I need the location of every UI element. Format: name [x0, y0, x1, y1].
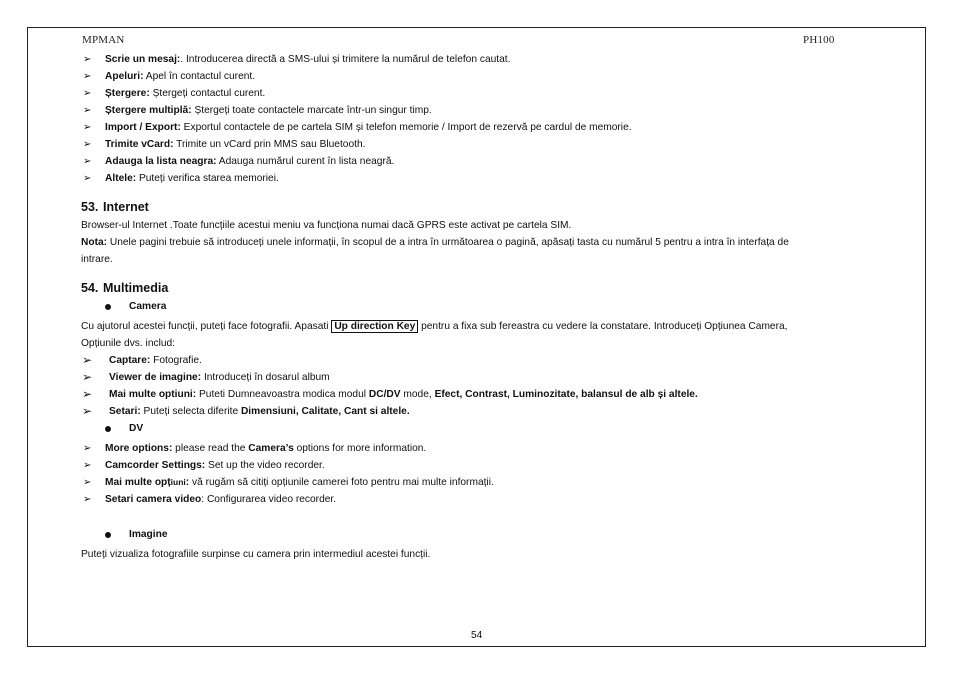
arrow-bullet-icon: ➢	[83, 173, 92, 184]
arrow-bullet-icon: ➢	[82, 353, 93, 367]
arrow-bullet-icon: ➢	[82, 387, 93, 401]
document-body	[81, 51, 881, 563]
list-item: ➢ Trimite vCard: Trimite un vCard prin MMS sau Bluetooth.	[81, 136, 881, 153]
camera-intro-continued: Opțiunile dvs. includ:	[81, 338, 176, 349]
section-heading-internet: 53. Internet	[81, 200, 149, 214]
page-number: 54	[471, 630, 483, 641]
arrow-bullet-icon: ➢	[83, 460, 92, 471]
list-item: ➢ Camcorder Settings: Set up the video recorder.	[81, 457, 881, 474]
arrow-bullet-icon: ➢	[83, 494, 92, 505]
list-item: ➢ Ștergere: Ștergeți contactul curent.	[81, 85, 881, 102]
list-item: ➢ Mai multe optiuni: Puteti Dumneavoastra modica modul DC/DV mode, Efect, Contrast, Luminozitate, balansul de alb și altele.	[82, 387, 698, 401]
arrow-bullet-icon: ➢	[82, 404, 93, 418]
arrow-bullet-icon: ➢	[83, 156, 92, 167]
internet-paragraph: Browser-ul Internet .Toate funcțiile acestui meniu va funcționa numai dacă GPRS este activat pe cartela SIM.	[81, 220, 572, 231]
arrow-bullet-icon: ➢	[83, 105, 92, 116]
subsection-dv: DV	[81, 420, 881, 437]
arrow-bullet-icon: ➢	[83, 88, 92, 99]
subsection-camera: Camera	[81, 298, 881, 315]
list-item: ➢ Ștergere multiplă: Ștergeți toate contactele marcate într-un singur timp.	[81, 102, 881, 119]
internet-note: Nota: Unele pagini trebuie să introduceți unele informații, în scopul de a intra în următoarea o pagină, apăsați tasta cu numărul 5 pentru a intra în interfața de	[81, 237, 789, 248]
arrow-bullet-icon: ➢	[83, 139, 92, 150]
list-item: ➢ Captare: Fotografie.	[82, 353, 202, 367]
round-bullet-icon	[105, 532, 111, 538]
list-item: ➢ More options: please read the Camera’s options for more information.	[81, 440, 881, 457]
list-item: ➢ Viewer de imagine: Introduceți în dosarul album	[82, 370, 330, 384]
round-bullet-icon	[105, 304, 111, 310]
arrow-bullet-icon: ➢	[83, 443, 92, 454]
arrow-bullet-icon: ➢	[82, 370, 93, 384]
list-item: ➢ Mai multe opțiuni: vă rugăm să citiți opțiunile camerei foto pentru mai multe informații.	[81, 474, 881, 491]
arrow-bullet-icon: ➢	[83, 54, 92, 65]
arrow-bullet-icon: ➢	[83, 477, 92, 488]
key-label-box: Up direction Key	[331, 320, 418, 333]
list-item: ➢ Altele: Puteți verifica starea memoriei.	[81, 170, 881, 187]
header-brand: MPMAN	[82, 34, 125, 46]
list-item: ➢ Adauga la lista neagra: Adauga numărul curent în lista neagră.	[81, 153, 881, 170]
section-heading-multimedia: 54. Multimedia	[81, 281, 169, 295]
internet-note-continued: intrare.	[81, 254, 113, 265]
arrow-bullet-icon: ➢	[83, 122, 92, 133]
list-item: ➢ Import / Export: Exportul contactele de pe cartela SIM și telefon memorie / Import de rezervă pe cardul de memorie.	[81, 119, 881, 136]
list-item: ➢ Scrie un mesaj:. Introducerea directă a SMS-ului și trimitere la numărul de telefon cautat.	[81, 51, 881, 68]
subsection-imagine: Imagine	[81, 526, 881, 543]
list-item: ➢ Setari camera video: Configurarea video recorder.	[81, 491, 881, 508]
list-item: ➢ Apeluri: Apel în contactul curent.	[81, 68, 881, 85]
list-item: ➢ Setari: Puteți selecta diferite Dimensiuni, Calitate, Cant si altele.	[82, 404, 410, 418]
camera-intro: Cu ajutorul acestei funcții, puteți face fotografii. Apasati Up direction Key pentru a fixa sub fereastra cu vedere la constatare. Introduceți Opțiunea Camera,	[81, 321, 788, 332]
header-model: PH100	[803, 34, 835, 46]
contacts-options-list	[81, 51, 881, 187]
arrow-bullet-icon: ➢	[83, 71, 92, 82]
round-bullet-icon	[105, 426, 111, 432]
imagine-paragraph: Puteți vizualiza fotografiile surpinse cu camera prin intermediul acestei funcții.	[81, 549, 431, 560]
